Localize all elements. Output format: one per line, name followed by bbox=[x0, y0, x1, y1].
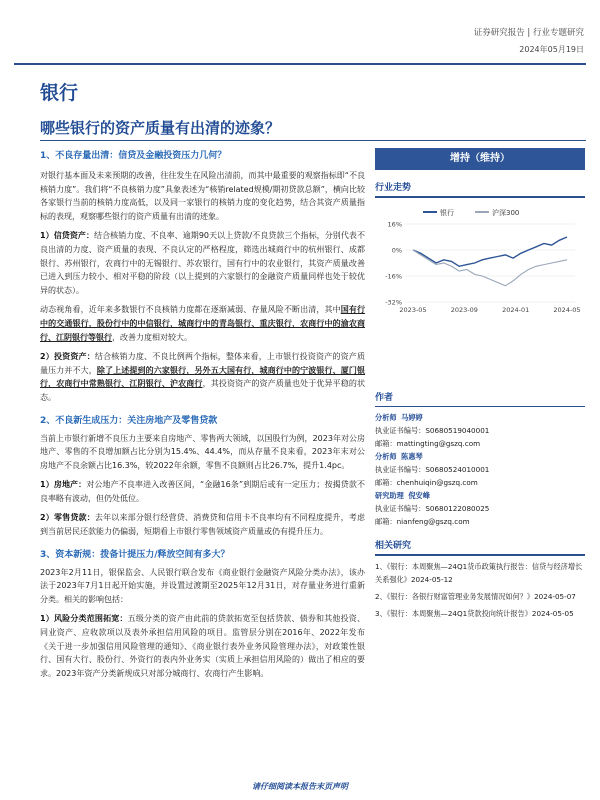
y-tick-label: -32% bbox=[385, 298, 402, 306]
author-1-cert-label: 执业证书编号： bbox=[375, 426, 426, 435]
scope-text: 五级分类的资产由此前的贷款拓宽至包括贷款、债券和其他投资、同业资产、应收款项以及表外承担信用风险的项目。监管层分别在2016年、2022年发布《关于进一步加强信用风险管理的通知》、《商业银行表外业务风险管理办法》，对政策性银行、国有大行、股份行、外资行的表内外业务实（实质上承担信用风险的）做出了相应的要求。2023年资产分类新规成只对部分城商行、农商行产生影响。 bbox=[40, 614, 365, 678]
rating-badge: 增持（维持） bbox=[375, 148, 585, 170]
author-3-email-label: 邮箱： bbox=[375, 517, 397, 526]
related-item-1[interactable]: 1、《银行：本周聚焦—24Q1货币政策执行报告：信贷与经济增长关系强化》2024-05-12 bbox=[375, 561, 583, 584]
author-3-cert bbox=[375, 502, 585, 515]
sector-title: 银行 bbox=[40, 82, 79, 104]
related-title: 相关研究 bbox=[375, 541, 412, 551]
related-item-3[interactable]: 3、《银行：本周聚焦—24Q1贷款投向统计报告》2024-05-05 bbox=[375, 608, 574, 618]
section-1-heading: 1、不良存量出清：信贷及金融投资压力几何？ bbox=[40, 151, 227, 161]
credit-text: 结合核销力度、不良率、逾期90天以上贷款/不良贷款三个指标，分别代表不良出清的力度、资产质量的表现、不良认定的严格程度，筛选出城商行中的杭州银行、成都银行、苏州银行，农商行中的无锡银行、苏农银行，国有行中的农业银行，其资产质量改善已进入到压力较小、相对平稳的阶段（以上提到的六家银行的金融资产质量同样也处于较优异的状态）。 bbox=[40, 231, 365, 295]
section-1-dynamic bbox=[40, 303, 365, 344]
series-bank-line bbox=[413, 237, 567, 266]
authors-title: 作者 bbox=[375, 392, 394, 403]
section-3-scope bbox=[40, 612, 365, 680]
author-1-cert-value: S0680519040001 bbox=[425, 426, 490, 435]
section-2-retail bbox=[40, 511, 365, 538]
main-column bbox=[40, 148, 365, 680]
realestate-text: 对公地产不良率进入改善区间，“金融16条”到期后或有一定压力；按揭贷款不良率略有波动，但仍处低位。 bbox=[40, 480, 365, 503]
report-type: 证券研究报告 bbox=[473, 28, 525, 38]
author-2-cert-label: 执业证书编号： bbox=[375, 465, 426, 474]
dynamic-text-a: 动态视角看，近年来多数银行不良核销力度都在逐渐减弱、存量风险不断出清，其中 bbox=[40, 305, 341, 315]
related-list bbox=[375, 560, 585, 620]
author-3-cert-value: S0680122080025 bbox=[425, 504, 490, 513]
section-1-credit bbox=[40, 229, 365, 297]
section-3-intro: 2023年2月11日，银保监会、人民银行联合发布《商业银行金融资产风险分类办法》，该办法于2023年7月1日起开始实施，并设置过渡期至2025年12月31日，对存量业务进行重新分类。相关的影响包括： bbox=[40, 567, 365, 604]
y-tick-label: -16% bbox=[385, 272, 402, 280]
header-separator: | bbox=[527, 28, 531, 38]
invest-label: 2）投资资产： bbox=[40, 352, 95, 362]
report-header bbox=[474, 26, 584, 55]
section-1-invest bbox=[40, 350, 365, 404]
author-list bbox=[375, 411, 585, 528]
author-2-email-value[interactable]: chenhuiqin@gszq.com bbox=[396, 478, 478, 487]
author-1-name: 马婷婷 bbox=[401, 413, 423, 422]
sidebar bbox=[375, 180, 585, 620]
y-tick-label: 16% bbox=[387, 220, 402, 228]
section-2-heading: 2、不良新生成压力：关注房地产及零售贷款 bbox=[40, 415, 218, 426]
author-3-email-value[interactable]: nianfeng@gszq.com bbox=[396, 517, 470, 526]
author-2-cert-value: S0680524010001 bbox=[425, 465, 490, 474]
x-tick-label: 2023-09 bbox=[450, 305, 478, 314]
author-3-name: 倪安峰 bbox=[408, 491, 430, 500]
x-tick-label: 2023-05 bbox=[399, 305, 427, 314]
author-1-email bbox=[375, 437, 585, 450]
invest-text-b: 结合核销力度、不良比例两个指标，整体来看，上市银行投资资产的资产质量压力并不大， bbox=[40, 352, 365, 375]
author-1-email-label: 邮箱： bbox=[375, 439, 397, 448]
section-2-intro: 当前上市银行新增不良压力主要来自房地产、零售两大领域，以国股行为例，2023年对公房地产、零售的不良增加额占比分别为15.4%、44.4%，而从存量不良来看，2023年末对公房地产不良余额占比16.3%，较2022年余额，零售不良额则占比26.7%，提升1.4pc。 bbox=[40, 433, 365, 470]
author-1-cert bbox=[375, 424, 585, 437]
realestate-label: 1）房地产： bbox=[40, 480, 87, 490]
author-3 bbox=[375, 489, 585, 502]
y-tick-label: 0% bbox=[391, 246, 402, 254]
report-date: 2024年05月19日 bbox=[519, 45, 584, 54]
related-item-2[interactable]: 2、《银行：各银行财富管理业务发展情况如何？》2024-05-07 bbox=[375, 591, 576, 601]
dynamic-text-c: ，改善力度相对较大。 bbox=[112, 332, 192, 342]
retail-text: 去年以来部分银行经营贷、消费贷和信用卡不良率均有不同程度提升，考虑到当前居民还款能力仍偏弱，短期看上市银行零售领域资产质量或仍有提升压力。 bbox=[40, 513, 365, 537]
author-3-cert-label: 执业证书编号： bbox=[375, 504, 426, 513]
chart-legend bbox=[423, 208, 519, 217]
dynamic-highlight: 国有行中的交通银行，股份行中的中信银行，城商行中的青岛银行、重庆银行，农商行中的渝农商行、江阴银行等银行 bbox=[40, 305, 366, 342]
author-2-role: 分析师 bbox=[375, 452, 397, 461]
header-divider bbox=[14, 63, 586, 65]
author-1-role: 分析师 bbox=[375, 413, 397, 422]
author-1 bbox=[375, 411, 585, 424]
author-2-email bbox=[375, 476, 585, 489]
section-3-heading: 3、资本新规：拨备计提压力/释放空间有多大？ bbox=[40, 549, 230, 560]
invest-text-d: ，其投资资产的资产质量也处于优异平稳的状态。 bbox=[40, 379, 365, 402]
author-2-email-label: 邮箱： bbox=[375, 478, 397, 487]
scope-label: 1）风险分类范围拓宽： bbox=[40, 614, 128, 624]
author-3-email bbox=[375, 515, 585, 528]
title-divider bbox=[40, 140, 586, 141]
section-1-intro: 对银行基本面及未来预期的改善，往往发生在风险出清前，而其中最重要的观察指标即“不良核销力度”。我们将“不良核销力度”具象表述为“核销related规模/期初贷款总额”，横向比较各家银行当前的核销力度高低，以及同一家银行的核销力度的变化趋势，结合其资产质量指标的表现，观察哪些银行的资产质量有出清的迹象。 bbox=[40, 171, 365, 221]
trend-title: 行业走势 bbox=[375, 183, 412, 193]
credit-label: 1）信贷资产： bbox=[40, 231, 95, 241]
authors-divider bbox=[375, 406, 585, 408]
author-1-email-value[interactable]: mattingting@gszq.com bbox=[396, 439, 481, 448]
report-subtype: 行业专题研究 bbox=[532, 28, 584, 38]
author-2-name: 陈惠琴 bbox=[401, 452, 423, 461]
legend-hs300-label: 沪深300 bbox=[492, 208, 520, 217]
series-hs300-line bbox=[413, 250, 567, 286]
section-2-realestate bbox=[40, 478, 365, 505]
author-3-role: 研究助理 bbox=[375, 491, 404, 500]
author-2-cert bbox=[375, 463, 585, 476]
trend-chart bbox=[375, 202, 585, 322]
trend-divider bbox=[375, 196, 585, 198]
retail-label: 2）零售贷款： bbox=[40, 513, 95, 523]
author-2 bbox=[375, 450, 585, 463]
related-divider bbox=[375, 554, 585, 556]
report-title: 哪些银行的资产质量有出清的迹象？ bbox=[40, 119, 281, 137]
footer-disclaimer: 请仔细阅读本报告末页声明 bbox=[252, 782, 348, 791]
legend-bank-label: 银行 bbox=[440, 208, 454, 217]
x-tick-label: 2024-05 bbox=[553, 305, 581, 314]
invest-highlight: 除了上述提到的六家银行，另外五大国有行，城商行中的宁波银行、厦门银行，农商行中常熟银行、江阴银行、沪农商行 bbox=[40, 365, 366, 389]
x-tick-label: 2024-01 bbox=[502, 305, 530, 314]
